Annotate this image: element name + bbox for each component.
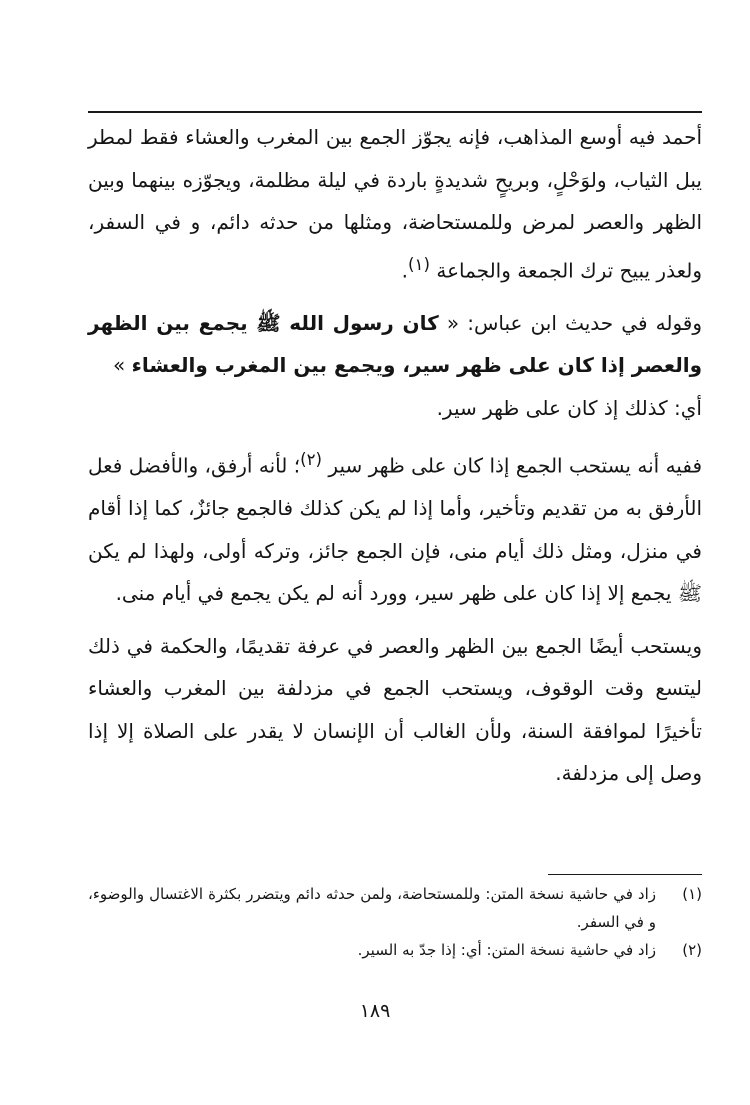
main-text (88, 116, 702, 795)
paragraph-1: أحمد فيه أوسع المذاهب، فإنه يجوّز الجمع بين المغرب والعشاء فقط لمطر يبل الثياب، ولوَحْلٍ، وبريحٍ شديدةٍ باردة في ليلة مظلمة، ويجوّزه بينهما وبين الظهر والعصر لمرض وللمستحاضة، ومثلها من حدثه دائم، و في السفر، ولعذر يبيح ترك الجمعة والجماعة $^{(١)}$. (88, 125, 702, 283)
footnote-separator (548, 874, 702, 875)
header-rule (88, 111, 702, 113)
footnotes (88, 880, 702, 964)
footnote-ref-1: (١) (408, 254, 430, 274)
paragraph-4: ويستحب أيضًا الجمع بين الظهر والعصر في عرفة تقديمًا، والحكمة في ذلك ليتسع وقت الوقوف، ويستحب الجمع في مزدلفة بين المغرب والعشاء تأخيرًا لموافقة السنة، ولأن الغالب أن الإنسان لا يقدر على الصلاة إلا إذا وصل إلى مزدلفة. (88, 633, 702, 786)
paragraph-3: ففيه أنه يستحب الجمع إذا كان على ظهر سير $^{(٢)}$؛ لأنه أرفق، والأفضل فعل الأرفق به من تقديم وتأخير، وأما إذا لم يكن كذلك فالجمع جائزٌ، كما إذا أقام في منزل، ومثل ذلك أيام منى، فإن الجمع جائز، وتركه أولى، ولهذا لم يكن ﷺ يجمع إلا إذا كان على ظهر سير، وورد أنه لم يكن يجمع في أيام منى. (88, 450, 703, 606)
footnote-ref-2: (٢) (300, 450, 323, 470)
footnote-2: (٢) زاد في حاشية نسخة المتن: أي: إذا جدّ به السير. (357, 941, 702, 959)
page-number: ١٨٩ (359, 1000, 391, 1022)
hadith-quote: كان رسول الله ﷺ يجمع بين الظهر والعصر إذا كان على ظهر سير، ويجمع بين المغرب والعشاء (88, 310, 702, 378)
footnote-1: (١) زاد في حاشية نسخة المتن: وللمستحاضة، ولمن حدثه دائم ويتضرر بكثرة الاغتسال والوضوء، و في السفر. (88, 885, 702, 931)
paragraph-2: وقوله في حديث ابن عباس: « كان رسول الله ﷺ يجمع بين الظهر والعصر إذا كان على ظهر سير، ويجمع بين المغرب والعشاء » أي: كذلك إذ كان على ظهر سير. (88, 310, 703, 420)
